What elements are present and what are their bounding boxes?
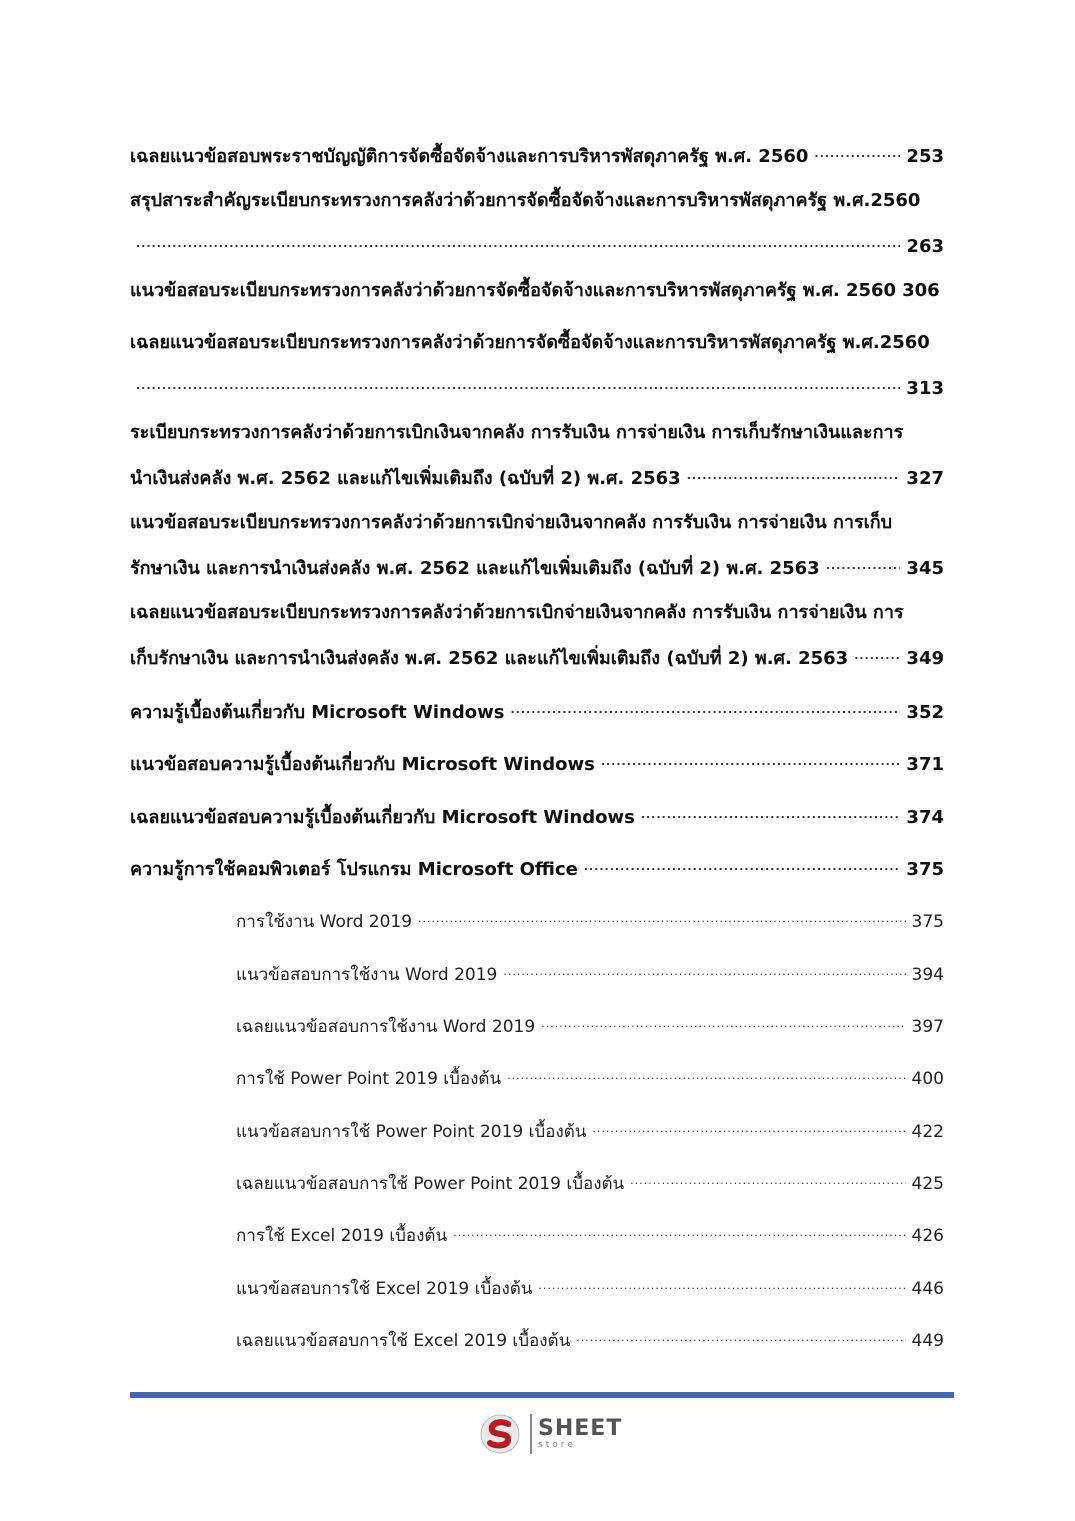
toc-page-number: 263 xyxy=(906,236,944,257)
toc-entry-title: แนวข้อสอบการใช้ Excel 2019 เบื้องต้น xyxy=(236,1279,533,1299)
toc-page-number: 349 xyxy=(906,648,944,669)
toc-entry-line xyxy=(130,420,944,446)
toc-page-number: 397 xyxy=(911,1017,944,1037)
toc-entry[interactable] xyxy=(236,1111,944,1142)
toc-entry-title: สรุปสาระสำคัญระเบียบกระทรวงการคลังว่าด้วยการจัดซื้อจัดจ้างและการบริหารพัสดุภาครัฐ พ.ศ.2560 xyxy=(130,190,921,211)
toc-entry-title: แนวข้อสอบการใช้ Power Point 2019 เบื้องต้น xyxy=(236,1122,587,1142)
toc-entry-title: แนวข้อสอบระเบียบกระทรวงการคลังว่าด้วยการจัดซื้อจัดจ้างและการบริหารพัสดุภาครัฐ พ.ศ. 2560 xyxy=(130,280,897,301)
footer-logo xyxy=(478,1410,628,1458)
toc-entry-line xyxy=(130,600,944,626)
toc-entry[interactable] xyxy=(130,692,944,723)
toc-page-number: 422 xyxy=(911,1122,944,1142)
sheet-store-logo-icon xyxy=(478,1412,522,1456)
toc-page-number: 449 xyxy=(911,1331,944,1351)
toc-entry[interactable] xyxy=(236,1268,944,1299)
toc-page-number: 306 xyxy=(902,280,940,301)
toc-entry-title: การใช้ Power Point 2019 เบื้องต้น xyxy=(236,1069,502,1089)
toc-leader-dots xyxy=(630,1163,905,1189)
toc-entry-title: เฉลยแนวข้อสอบการใช้ Power Point 2019 เบื้องต้น xyxy=(236,1174,625,1194)
toc-entry-title: เฉลยแนวข้อสอบการใช้ Excel 2019 เบื้องต้น xyxy=(236,1331,571,1351)
toc-leader-dots xyxy=(576,1320,905,1346)
toc-page-number: 426 xyxy=(911,1226,944,1246)
toc-page-number: 327 xyxy=(906,468,944,489)
toc-entry[interactable] xyxy=(130,136,944,167)
toc-entry-line xyxy=(130,692,944,723)
toc-entry-line xyxy=(236,1006,944,1037)
toc-entry-line xyxy=(236,1268,944,1299)
toc-page-number: 375 xyxy=(906,859,944,880)
toc-leader-dots xyxy=(854,638,900,664)
toc-entry[interactable] xyxy=(130,600,944,669)
toc-entry-line xyxy=(236,1058,944,1089)
toc-entry-line xyxy=(130,849,944,880)
toc-entry-title: เฉลยแนวข้อสอบพระราชบัญญัติการจัดซื้อจัดจ้างและการบริหารพัสดุภาครัฐ พ.ศ. 2560 xyxy=(130,146,809,167)
toc-entry[interactable] xyxy=(236,901,944,932)
brand-wordmark xyxy=(530,1414,622,1454)
toc-page-number: 394 xyxy=(911,965,944,985)
toc-entry-title: รักษาเงิน และการนำเงินส่งคลัง พ.ศ. 2562 และแก้ไขเพิ่มเติมถึง (ฉบับที่ 2) พ.ศ. 2563 xyxy=(130,558,820,579)
toc-entry[interactable] xyxy=(236,1215,944,1246)
toc-entry-title: เฉลยแนวข้อสอบการใช้งาน Word 2019 xyxy=(236,1017,536,1037)
toc-leader-dots xyxy=(641,797,901,823)
toc-entry-line xyxy=(236,901,944,932)
toc-entry[interactable] xyxy=(236,1058,944,1089)
toc-entry-title: ความรู้การใช้คอมพิวเตอร์ โปรแกรม Microsoft Office xyxy=(130,859,578,880)
toc-entry[interactable] xyxy=(130,510,944,579)
toc-entry[interactable] xyxy=(236,954,944,985)
toc-entry-line xyxy=(130,330,944,356)
toc-leader-dots xyxy=(507,1058,905,1084)
toc-entry-title: แนวข้อสอบระเบียบกระทรวงการคลังว่าด้วยการเบิกจ่ายเงินจากคลัง การรับเงิน การจ่ายเงิน การเก็บ xyxy=(130,512,893,533)
toc-leader-dots xyxy=(136,226,900,252)
brand-main: SHEET xyxy=(538,1416,623,1441)
toc-page-number: 253 xyxy=(906,146,944,167)
toc-leader-dots xyxy=(826,548,901,574)
toc-entry-title: เฉลยแนวข้อสอบระเบียบกระทรวงการคลังว่าด้วยการเบิกจ่ายเงินจากคลัง การรับเงิน การจ่ายเงิน การ xyxy=(130,602,904,623)
toc-entry-title: เฉลยแนวข้อสอบระเบียบกระทรวงการคลังว่าด้วยการจัดซื้อจัดจ้างและการบริหารพัสดุภาครัฐ พ.ศ.2560 xyxy=(130,332,930,353)
toc-entry-title: นำเงินส่งคลัง พ.ศ. 2562 และแก้ไขเพิ่มเติมถึง (ฉบับที่ 2) พ.ศ. 2563 xyxy=(130,468,681,489)
toc-page-number: 425 xyxy=(911,1174,944,1194)
toc-entry[interactable] xyxy=(130,849,944,880)
toc-entry[interactable] xyxy=(130,188,944,257)
toc-leader-dots xyxy=(601,744,901,770)
toc-entry-line xyxy=(130,797,944,828)
toc-page-number: 375 xyxy=(911,912,944,932)
toc-entry-line xyxy=(236,1111,944,1142)
toc-leader-dots xyxy=(136,368,900,394)
toc-leader-dots xyxy=(592,1111,905,1137)
toc-page-number: 374 xyxy=(906,807,944,828)
toc-entry-line xyxy=(130,638,944,669)
toc-entry[interactable] xyxy=(130,744,944,775)
toc-page-number: 371 xyxy=(906,754,944,775)
toc-entry-line xyxy=(236,1163,944,1194)
toc-entry-line xyxy=(236,1320,944,1351)
toc-entry-line xyxy=(130,548,944,579)
toc-entry-title: การใช้ Excel 2019 เบื้องต้น xyxy=(236,1226,448,1246)
toc-entry[interactable] xyxy=(130,420,944,489)
toc-entry-title: การใช้งาน Word 2019 xyxy=(236,912,413,932)
toc-entry-line xyxy=(130,510,944,536)
toc-leader-dots xyxy=(503,954,905,980)
toc-entry-title: แนวข้อสอบการใช้งาน Word 2019 xyxy=(236,965,498,985)
toc-entry-title: เฉลยแนวข้อสอบความรู้เบื้องต้นเกี่ยวกับ Microsoft Windows xyxy=(130,807,635,828)
toc-entry-line xyxy=(130,368,944,399)
footer-rule xyxy=(130,1392,954,1398)
toc-leader-dots xyxy=(453,1215,905,1241)
toc-entry-line xyxy=(130,188,944,214)
toc-entry[interactable] xyxy=(130,330,944,399)
toc-entry[interactable] xyxy=(130,278,944,304)
toc-entry-line xyxy=(236,1215,944,1246)
toc-leader-dots xyxy=(687,458,901,484)
toc-entry-line xyxy=(130,744,944,775)
toc-entry[interactable] xyxy=(236,1320,944,1351)
toc-entry[interactable] xyxy=(236,1163,944,1194)
toc-entry-title: แนวข้อสอบความรู้เบื้องต้นเกี่ยวกับ Microsoft Windows xyxy=(130,754,595,775)
toc-entry-line xyxy=(236,954,944,985)
toc-entry-title: ระเบียบกระทรวงการคลังว่าด้วยการเบิกเงินจากคลัง การรับเงิน การจ่ายเงิน การเก็บรักษาเงินและการ xyxy=(130,422,904,443)
toc-leader-dots xyxy=(418,901,906,927)
toc-entry-line xyxy=(130,278,944,304)
toc-page-number: 313 xyxy=(906,378,944,399)
toc-entry[interactable] xyxy=(130,797,944,828)
toc-leader-dots xyxy=(584,849,901,875)
toc-leader-dots xyxy=(541,1006,905,1032)
toc-entry-line xyxy=(130,136,944,167)
toc-page-number: 352 xyxy=(906,702,944,723)
toc-page-number: 345 xyxy=(906,558,944,579)
toc-page-number: 446 xyxy=(911,1279,944,1299)
toc-entry-title: เก็บรักษาเงิน และการนำเงินส่งคลัง พ.ศ. 2562 และแก้ไขเพิ่มเติมถึง (ฉบับที่ 2) พ.ศ. 2563 xyxy=(130,648,849,669)
toc-leader-dots xyxy=(538,1268,905,1294)
toc-entry-line xyxy=(130,458,944,489)
toc-leader-dots xyxy=(510,692,900,718)
toc-entry[interactable] xyxy=(236,1006,944,1037)
toc-entry-title: ความรู้เบื้องต้นเกี่ยวกับ Microsoft Windows xyxy=(130,702,505,723)
toc-entry-line xyxy=(130,226,944,257)
brand-sub: store xyxy=(538,1440,576,1450)
toc-page-number: 400 xyxy=(911,1069,944,1089)
toc-leader-dots xyxy=(814,136,900,162)
